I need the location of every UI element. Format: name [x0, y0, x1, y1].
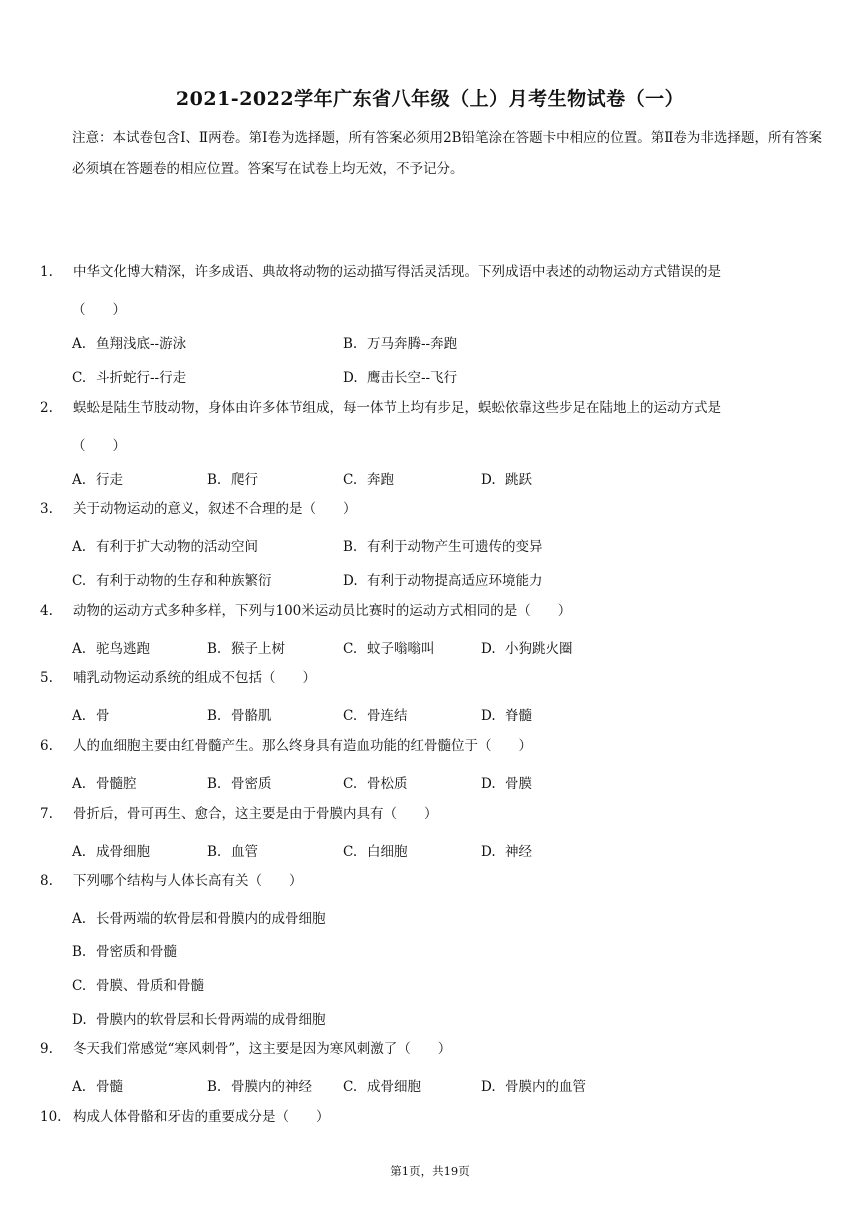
option-d: D. 神经 [481, 844, 532, 860]
option-c: C. 成骨细胞 [343, 1079, 421, 1095]
option-a: A. 骨髓 [72, 1079, 123, 1095]
option-c: C. 有利于动物的生存和种族繁衍 [72, 573, 272, 589]
question-text: 冬天我们常感觉“寒风刺骨”，这主要是因为寒风刺激了（ ） [73, 1041, 452, 1057]
question-paren: （ ） [72, 438, 126, 454]
question-paren: （ ） [72, 302, 126, 318]
option-d: D. 骨膜 [481, 776, 532, 792]
question-number: 8. [40, 873, 53, 889]
option-c: C. 骨膜、骨质和骨髓 [72, 978, 204, 994]
option-c: C. 骨连结 [343, 708, 408, 724]
question-number: 1. [40, 264, 53, 280]
option-b: B. 骨骼肌 [207, 708, 272, 724]
question-text: 下列哪个结构与人体长高有关（ ） [73, 873, 303, 889]
question-number: 10. [40, 1109, 62, 1125]
exam-notice: 注意：本试卷包含Ⅰ、Ⅱ两卷。第Ⅰ卷为选择题，所有答案必须用2B铅笔涂在答题卡中相应的位置。第Ⅱ卷为非选择题，所有答案必须填在答题卷的相应位置。答案写在试卷上均无效，不予记分。 [72, 130, 822, 177]
option-d: D. 小狗跳火圈 [481, 641, 573, 657]
option-c: C. 骨松质 [343, 776, 408, 792]
question-text: 哺乳动物运动系统的组成不包括（ ） [73, 670, 316, 686]
option-a: A. 驼鸟逃跑 [72, 641, 150, 657]
option-a: A. 鱼翔浅底--游泳 [72, 336, 187, 352]
option-b: B. 血管 [207, 844, 258, 860]
option-d: D. 骨膜内的血管 [481, 1079, 586, 1095]
question-text: 关于动物运动的意义，叙述不合理的是（ ） [73, 501, 357, 517]
exam-title: 2021-2022学年广东省八年级（上）月考生物试卷（一） [175, 88, 685, 110]
option-c: C. 斗折蛇行--行走 [72, 370, 187, 386]
option-a: A. 有利于扩大动物的活动空间 [72, 539, 258, 555]
option-d: D. 跳跃 [481, 472, 532, 488]
option-a: A. 骨 [72, 708, 110, 724]
option-b: B. 猴子上树 [207, 641, 285, 657]
question-text: 人的血细胞主要由红骨髓产生。那么终身具有造血功能的红骨髓位于（ ） [73, 738, 532, 754]
question-text: 中华文化博大精深，许多成语、典故将动物的运动描写得活灵活现。下列成语中表述的动物运动方式错误的是 [73, 264, 721, 280]
question-text: 骨折后，骨可再生、愈合，这主要是由于骨膜内具有（ ） [73, 806, 438, 822]
question-number: 9. [40, 1041, 53, 1057]
option-b: B. 骨密质 [207, 776, 272, 792]
option-d: D. 脊髓 [481, 708, 532, 724]
option-c: C. 蚊子嗡嗡叫 [343, 641, 435, 657]
option-a: A. 成骨细胞 [72, 844, 150, 860]
option-d: D. 鹰击长空--飞行 [343, 370, 458, 386]
option-a: A. 骨髓腔 [72, 776, 137, 792]
question-text: 蜈蚣是陆生节肢动物，身体由许多体节组成，每一体节上均有步足，蜈蚣依靠这些步足在陆地上的运动方式是 [73, 400, 721, 416]
option-d: D. 骨膜内的软骨层和长骨两端的成骨细胞 [72, 1012, 326, 1028]
option-b: B. 爬行 [207, 472, 258, 488]
question-number: 5. [40, 670, 53, 686]
question-number: 3. [40, 501, 53, 517]
option-d: D. 有利于动物提高适应环境能力 [343, 573, 543, 589]
option-b: B. 万马奔腾--奔跑 [343, 336, 458, 352]
question-number: 7. [40, 806, 53, 822]
question-text: 动物的运动方式多种多样，下列与100米运动员比赛时的运动方式相同的是（ ） [73, 603, 572, 619]
option-c: C. 奔跑 [343, 472, 394, 488]
question-text: 构成人体骨骼和牙齿的重要成分是（ ） [73, 1109, 330, 1125]
option-a: A. 长骨两端的软骨层和骨膜内的成骨细胞 [72, 911, 326, 927]
question-number: 6. [40, 738, 53, 754]
option-b: B. 有利于动物产生可遗传的变异 [343, 539, 543, 555]
option-a: A. 行走 [72, 472, 123, 488]
question-number: 4. [40, 603, 53, 619]
option-c: C. 白细胞 [343, 844, 408, 860]
question-number: 2. [40, 400, 53, 416]
option-b: B. 骨密质和骨髓 [72, 944, 177, 960]
page-footer: 第1页，共19页 [390, 1164, 470, 1178]
option-b: B. 骨膜内的神经 [207, 1079, 312, 1095]
